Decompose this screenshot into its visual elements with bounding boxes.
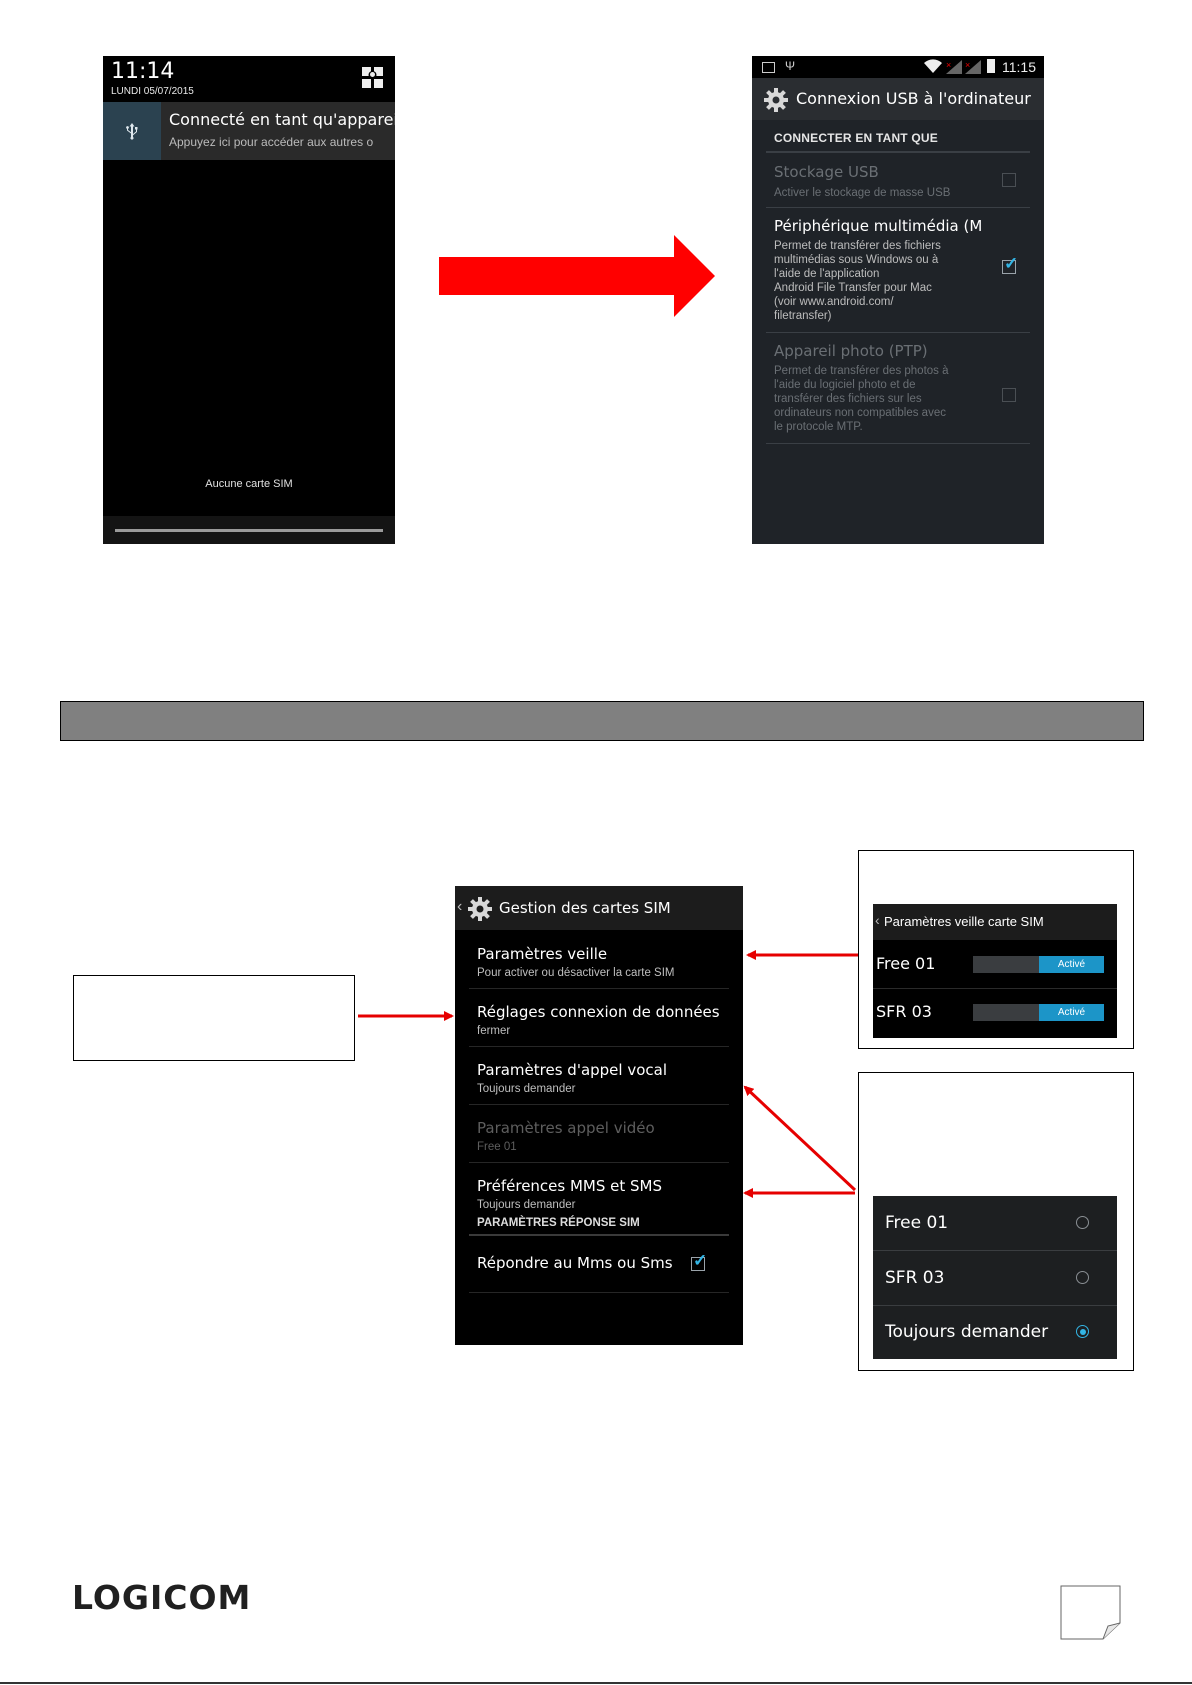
- option-desc-line: filetransfer): [774, 310, 832, 322]
- footer-rule: [0, 1682, 1192, 1684]
- option-desc: Activer le stockage de masse USB: [774, 187, 951, 199]
- reply-mms-sms-row[interactable]: [469, 1236, 729, 1292]
- sim-item-video-call: [469, 1105, 729, 1162]
- sim-toggle[interactable]: [973, 1004, 1104, 1021]
- sim-item-data-connection[interactable]: [469, 989, 729, 1046]
- standby-title: Paramètres veille carte SIM: [884, 914, 1044, 929]
- option-label: SFR 03: [885, 1268, 945, 1288]
- check-icon: ✓: [1004, 254, 1019, 273]
- option-desc-line: Permet de transférer des fichiers: [774, 240, 941, 252]
- sim-name: SFR 03: [876, 1002, 932, 1021]
- back-chevron-icon[interactable]: ‹: [457, 898, 463, 915]
- choice-dialog-screenshot: [873, 1196, 1117, 1359]
- option-title: Stockage USB: [774, 163, 879, 181]
- page-number-box: [1060, 1585, 1122, 1640]
- status-time: 11:15: [1002, 59, 1036, 75]
- item-title: Paramètres appel vidéo: [477, 1119, 655, 1137]
- date: LUNDI 05/07/2015: [111, 86, 194, 97]
- radio-button[interactable]: [1076, 1216, 1089, 1229]
- item-title: Préférences MMS et SMS: [477, 1177, 663, 1195]
- item-subtitle: Toujours demander: [477, 1083, 576, 1095]
- sim-toggle[interactable]: [973, 956, 1104, 973]
- sim-item-voice-call[interactable]: [469, 1047, 729, 1104]
- toggle-on-label: Activé: [1039, 956, 1104, 973]
- standby-action-bar: [873, 904, 1117, 940]
- check-icon: ✓: [693, 1251, 708, 1270]
- row-divider: [469, 1292, 729, 1293]
- notification-text: Appuyez ici pour accéder aux autres o: [169, 135, 374, 149]
- option-desc-line: Permet de transférer des photos à: [774, 365, 949, 377]
- option-title: Périphérique multimédia (M: [774, 217, 983, 235]
- row-divider: [873, 988, 1117, 989]
- item-subtitle: Pour activer ou désactiver la carte SIM: [477, 967, 675, 979]
- option-label: Free 01: [885, 1213, 949, 1233]
- sim-section-header: PARAMÈTRES RÉPONSE SIM: [477, 1217, 640, 1229]
- item-subtitle: fermer: [477, 1025, 511, 1037]
- svg-text:×: ×: [946, 60, 952, 70]
- choice-option-free[interactable]: [873, 1196, 1117, 1250]
- option-desc-line: multimédias sous Windows ou à: [774, 254, 939, 266]
- logicom-logo: LOGICOM: [72, 1578, 252, 1617]
- settings-gear-icon[interactable]: [467, 896, 493, 927]
- clock: 11:14: [111, 59, 175, 84]
- reply-label: Répondre au Mms ou Sms: [477, 1254, 673, 1272]
- item-title: Paramètres d'appel vocal: [477, 1061, 667, 1079]
- section-header: CONNECTER EN TANT QUE: [774, 131, 938, 145]
- item-title: Réglages connexion de données: [477, 1003, 720, 1021]
- item-subtitle: Free 01: [477, 1141, 517, 1153]
- sim-item-mms-sms[interactable]: [469, 1163, 729, 1220]
- sim-management-screenshot: [455, 886, 743, 1345]
- radio-button[interactable]: [1076, 1271, 1089, 1284]
- sim-name: Free 01: [876, 954, 936, 973]
- reply-checkbox[interactable]: [691, 1251, 708, 1271]
- option-desc-line: Android File Transfer pour Mac: [774, 282, 932, 294]
- option-desc-line: (voir www.android.com/: [774, 296, 894, 308]
- sim-screen-title: Gestion des cartes SIM: [499, 899, 671, 917]
- option-desc-line: l'aide de l'application: [774, 268, 880, 280]
- sim-action-bar: [455, 886, 743, 930]
- option-desc-line: le protocole MTP.: [774, 421, 863, 433]
- toggle-on-label: Activé: [1039, 1004, 1104, 1021]
- option-desc-line: transférer des fichiers sur les: [774, 393, 922, 405]
- item-title: Paramètres veille: [477, 945, 608, 963]
- sim-row-sfr: [873, 992, 1117, 1034]
- option-desc-line: l'aide du logiciel photo et de: [774, 379, 916, 391]
- arrow-to-voice: [745, 1087, 855, 1190]
- sim-item-standby[interactable]: [469, 930, 729, 988]
- screen-title: Connexion USB à l'ordinateur: [796, 89, 1031, 108]
- radio-button-selected[interactable]: [1076, 1325, 1089, 1338]
- sim-row-free: [873, 944, 1117, 986]
- back-chevron-icon[interactable]: ‹: [875, 912, 880, 928]
- option-desc-line: ordinateurs non compatibles avec: [774, 407, 946, 419]
- standby-settings-screenshot: [873, 904, 1117, 1038]
- notification-title: Connecté en tant qu'appareil m: [169, 110, 423, 129]
- usb-status-icon: Ψ: [785, 59, 796, 73]
- option-label: Toujours demander: [885, 1322, 1049, 1342]
- choice-option-sfr[interactable]: [873, 1251, 1117, 1305]
- no-sim-label: Aucune carte SIM: [205, 478, 293, 490]
- svg-text:×: ×: [965, 60, 971, 70]
- option-title: Appareil photo (PTP): [774, 342, 928, 360]
- choice-option-always-ask[interactable]: [873, 1306, 1117, 1359]
- item-subtitle: Toujours demander: [477, 1199, 576, 1211]
